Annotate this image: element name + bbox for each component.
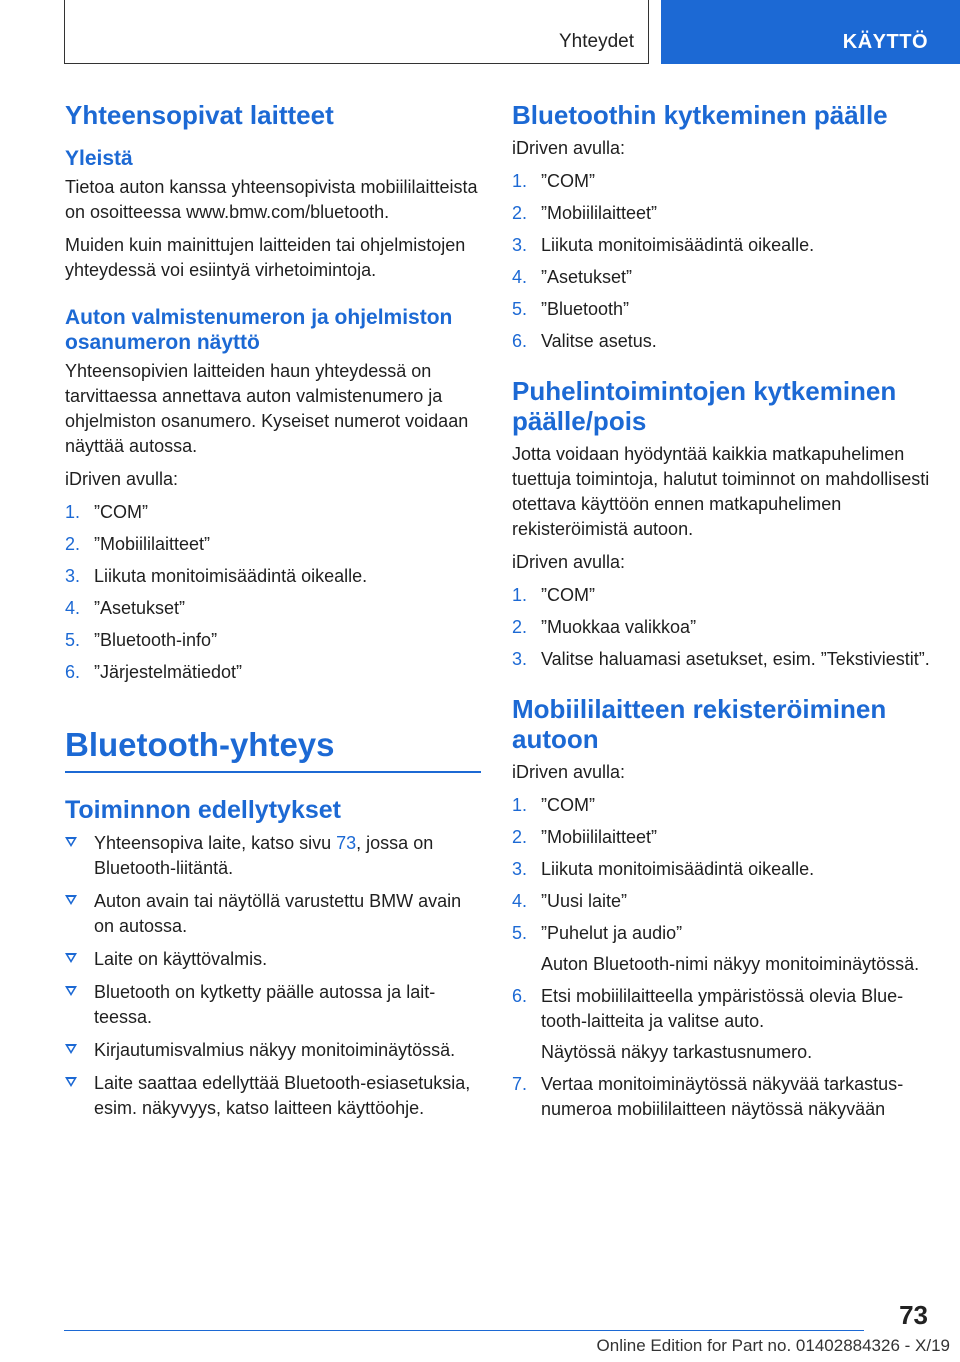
list-item (512, 297, 930, 322)
bullet-text: Laite saattaa edellyttää Bluetooth-esiasetuksia, esim. näkyvyys, katso laitteen käyttöohje. (94, 1073, 471, 1118)
triangle-bullet-icon (65, 895, 77, 905)
phone-functions-intro: iDriven avulla: (512, 552, 626, 572)
step-number: 2. (512, 203, 528, 223)
general-paragraph-1: Tietoa auton kanssa yhteensopivista mobiililaitteista on osoitteessa www.bmw.com/bluetooth. (65, 177, 478, 222)
bullet-text: Auton avain tai näytöllä varustettu BMW avain on autossa. (94, 891, 462, 936)
vin-steps-list (65, 500, 481, 685)
triangle-bullet-icon (65, 1044, 77, 1054)
step-note: Auton Bluetooth-nimi näkyy monitoiminäytössä. (541, 954, 920, 974)
triangle-bullet-icon (65, 986, 77, 996)
bullet-text: Yhteensopiva laite, katso sivu (94, 833, 337, 853)
list-item (65, 628, 481, 653)
vin-paragraph: Yhteensopivien laitteiden haun yhteydessä on tarvittaessa annettava auton valmistenumero ja ohjelmiston osanumero. Kyseiset numerot voidaan näyttää autossa. (65, 361, 469, 456)
bluetooth-on-steps-list (512, 169, 930, 354)
bullet-text: Laite on käyttövalmis. (94, 949, 268, 969)
step-number: 3. (512, 649, 528, 669)
list-item (65, 532, 481, 557)
list-item (512, 857, 930, 882)
header-chapter-title: KÄYTTÖ (842, 31, 928, 53)
step-text: ”Mobiililaitteet” (541, 827, 658, 847)
page-link[interactable]: 73 (336, 833, 357, 853)
step-number: 1. (512, 795, 528, 815)
step-number: 5. (65, 630, 81, 650)
vin-heading: Auton valmistenumeron ja ohjelmiston osanumeron näyttö (65, 306, 453, 354)
step-number: 5. (512, 923, 528, 943)
step-text: ”COM” (541, 795, 595, 815)
step-text: ”Muokkaa valikkoa” (541, 617, 697, 637)
list-item (512, 984, 930, 1065)
step-text: ”Uusi laite” (541, 891, 628, 911)
step-number: 2. (512, 827, 528, 847)
register-device-heading: Mobiililaitteen rekisteröiminen autoon (512, 694, 887, 754)
phone-functions-heading: Puhelintoimintojen kytkeminen päälle/pois (512, 376, 897, 436)
step-text: ”Asetukset” (541, 267, 633, 287)
list-item (512, 233, 930, 258)
list-item (65, 831, 481, 881)
list-item (512, 201, 930, 226)
list-item (512, 265, 930, 290)
list-item (512, 889, 930, 914)
triangle-bullet-icon (65, 837, 77, 847)
requirements-heading: Toiminnon edellytykset (65, 796, 341, 824)
bluetooth-on-heading: Bluetoothin kytkeminen päälle (512, 100, 888, 130)
list-item (512, 793, 930, 818)
step-text: ”Mobiililaitteet” (541, 203, 658, 223)
step-number: 7. (512, 1074, 528, 1094)
list-item (65, 1038, 481, 1063)
phone-functions-steps-list (512, 583, 930, 672)
step-text: ”COM” (541, 585, 595, 605)
step-text: Valitse haluamasi asetukset, esim. ”Tekstiviestit”. (541, 649, 930, 669)
step-text: ”Järjestelmätiedot” (94, 662, 243, 682)
triangle-bullet-icon (65, 1077, 77, 1087)
step-number: 4. (512, 267, 528, 287)
step-number: 1. (65, 502, 81, 522)
page-number: 73 (899, 1300, 928, 1330)
requirements-list (65, 831, 481, 1121)
list-item (65, 660, 481, 685)
step-number: 3. (512, 235, 528, 255)
step-number: 6. (65, 662, 81, 682)
bullet-text: Bluetooth on kytketty päälle autossa ja laitteessa. (94, 982, 436, 1027)
footer-edition: Online Edition for Part no. 01402884326 - X/19 (596, 1336, 950, 1355)
list-item (512, 583, 930, 608)
step-text: ”COM” (94, 502, 148, 522)
list-item (512, 329, 930, 354)
right-column (512, 100, 930, 1129)
compatible-devices-heading: Yhteensopivat laitteet (65, 100, 334, 130)
register-device-steps-list (512, 793, 930, 1122)
step-text: ”Mobiililaitteet” (94, 534, 211, 554)
step-text: Etsi mobiililaitteella ympäristössä olevia Bluetooth-laitteita ja valitse auto. (541, 986, 904, 1031)
header-section-title: Yhteydet (559, 31, 634, 52)
step-number: 3. (512, 859, 528, 879)
step-text: ”Bluetooth-info” (94, 630, 218, 650)
step-number: 6. (512, 331, 528, 351)
list-item (65, 889, 481, 939)
step-number: 1. (512, 171, 528, 191)
step-text: Liikuta monitoimisäädintä oikealle. (541, 859, 815, 879)
list-item (65, 947, 481, 972)
list-item (512, 921, 930, 977)
list-item (65, 1071, 481, 1121)
register-device-intro: iDriven avulla: (512, 762, 626, 782)
bullet-text: , jossa on Bluetooth-liitäntä. (94, 833, 434, 878)
header-chapter-tab (661, 0, 960, 64)
step-text: ”Asetukset” (94, 598, 186, 618)
step-number: 6. (512, 986, 528, 1006)
step-number: 4. (65, 598, 81, 618)
step-text: ”Puhelut ja audio” (541, 923, 683, 943)
step-text: ”COM” (541, 171, 595, 191)
bullet-text: Kirjautumisvalmius näkyy monitoiminäytössä. (94, 1040, 456, 1060)
step-text: Valitse asetus. (541, 331, 657, 351)
list-item (512, 647, 930, 672)
step-text: Liikuta monitoimisäädintä oikealle. (94, 566, 368, 586)
list-item (65, 500, 481, 525)
vin-idrive-intro: iDriven avulla: (65, 469, 179, 489)
step-text: Vertaa monitoiminäytössä näkyvää tarkastusnumeroa mobiililaitteen näytössä näkyvään (541, 1074, 904, 1119)
step-number: 3. (65, 566, 81, 586)
footer-divider (64, 1330, 864, 1331)
bluetooth-on-intro: iDriven avulla: (512, 138, 626, 158)
bluetooth-chapter-title: Bluetooth-yhteys (65, 725, 481, 773)
step-note: Näytössä näkyy tarkastusnumero. (541, 1042, 813, 1062)
general-heading: Yleistä (65, 147, 133, 170)
list-item (65, 980, 481, 1030)
triangle-bullet-icon (65, 953, 77, 963)
list-item (512, 169, 930, 194)
step-number: 1. (512, 585, 528, 605)
list-item (512, 1072, 930, 1122)
list-item (512, 615, 930, 640)
general-paragraph-2: Muiden kuin mainittujen laitteiden tai ohjelmistojen yhteydessä voi esiintyä virhetoimintoja. (65, 235, 466, 280)
step-text: ”Bluetooth” (541, 299, 630, 319)
step-number: 2. (512, 617, 528, 637)
step-text: Liikuta monitoimisäädintä oikealle. (541, 235, 815, 255)
left-column (65, 100, 481, 1129)
phone-functions-paragraph: Jotta voidaan hyödyntää kaikkia matkapuhelimen tuettuja toimintoja, halutut toiminnot on mahdollisesti otettava käyttöön ennen matkapuhelimen rekisteröimistä autoon. (512, 444, 930, 539)
step-number: 4. (512, 891, 528, 911)
list-item (65, 564, 481, 589)
list-item (512, 825, 930, 850)
step-number: 5. (512, 299, 528, 319)
list-item (65, 596, 481, 621)
step-number: 2. (65, 534, 81, 554)
header-section-box (64, 0, 649, 64)
